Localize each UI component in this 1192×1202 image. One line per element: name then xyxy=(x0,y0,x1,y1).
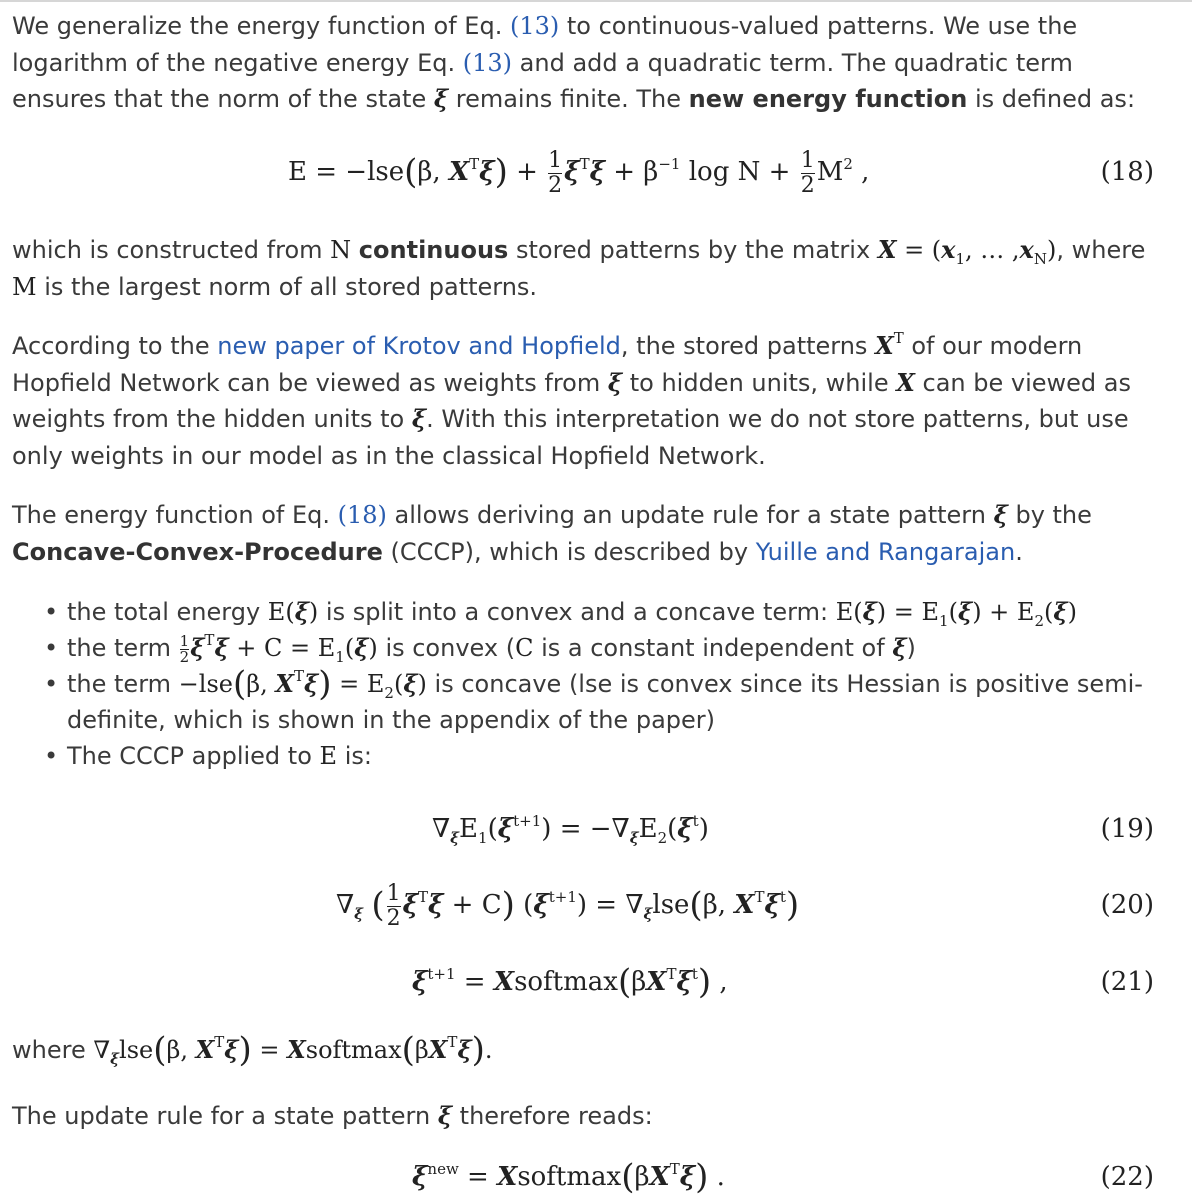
math-xi: ξ xyxy=(892,633,907,662)
text: therefore reads: xyxy=(459,1102,653,1130)
list-item xyxy=(12,594,1162,630)
text: the total energy xyxy=(67,598,261,626)
bold-term: Concave-Convex-Procedure xyxy=(12,537,383,566)
eq-ref-13[interactable]: (13) xyxy=(509,12,560,40)
math-XT: $X^T$ xyxy=(875,329,904,360)
math-concave-term: −lse(β, $X^T\xi) = E_2(\xi)$ xyxy=(178,664,427,704)
equation-number: (21) xyxy=(1100,967,1154,997)
equation-18: E = −lse(β, $X^T\xi$) + $\frac{1}{2}$ $\xi^T\xi + \beta^{-1}$ log N + $\frac{1}{2}$ $M^2$ , (18) xyxy=(288,147,1154,198)
text: . With this interpretation we do not store patterns, but use only weights in our model as in the classical Hopfield Network. xyxy=(12,405,1129,470)
math-M: M xyxy=(12,272,37,301)
text: is defined as: xyxy=(974,85,1136,113)
math-xi: ξ xyxy=(993,500,1008,529)
text: ) xyxy=(906,634,916,662)
equation-number: (19) xyxy=(1100,814,1154,844)
paragraph-matrix xyxy=(12,232,1154,305)
text: which is constructed from xyxy=(12,236,323,264)
eq-ref-13[interactable]: (13) xyxy=(462,48,513,77)
math-xi: ξ xyxy=(437,1101,453,1130)
text: the term xyxy=(67,634,172,662)
text: is convex ( xyxy=(385,634,516,662)
text: of our modern Hopfield Network can be viewed as weights from xyxy=(12,332,1083,397)
equation-22: $\xi^{new}$ = $Xsoftmax(\beta X^T\xi)$ . (22) xyxy=(0,1152,1192,1202)
math-energy: E(ξ) xyxy=(267,597,319,626)
math-convex-term: $\frac{1}{2}$ $\xi^T\xi + C = E_1(\xi)$ xyxy=(179,631,378,666)
equation-21: $\xi^{t+1}$ = $Xsoftmax(\beta X^T\xi^t)$ , (21) xyxy=(0,957,1192,1007)
paragraph-krotov xyxy=(12,328,1154,474)
text: , where xyxy=(1056,236,1146,264)
paragraph-cccp xyxy=(12,497,1154,570)
paragraph-gradient xyxy=(12,1032,1154,1069)
cccp-bullet-list xyxy=(12,594,1162,774)
paragraph-intro xyxy=(12,8,1154,118)
text: can be viewed as weights from the hidden units to xyxy=(12,368,1132,433)
list-item xyxy=(12,630,1162,666)
link-krotov-hopfield[interactable]: new paper of Krotov and Hopfield xyxy=(217,332,621,360)
list-item xyxy=(12,666,1162,738)
bold-term: new energy function xyxy=(688,85,968,113)
math-xi: ξ xyxy=(433,84,449,113)
equation-20: $\nabla_\xi$ ( $\frac{1}{2}$ $\xi^T\xi + C$) $(\xi^{t+1}) = \nabla_\xi lse(\beta$, $X^T\xi^t$) (20) xyxy=(336,880,1154,931)
math-X: X xyxy=(896,367,915,397)
math-split: $E(\xi) = E_1(\xi) + E_2(\xi)$ xyxy=(835,597,1077,630)
equation-number: (18) xyxy=(1100,157,1154,187)
text: to continuous-valued patterns. We use the logarithm of the negative energy Eq. xyxy=(12,12,1078,77)
text: the term xyxy=(67,670,172,698)
text: where xyxy=(12,1036,86,1064)
link-yuille-rangarajan[interactable]: Yuille and Rangarajan xyxy=(755,537,1016,566)
text: We generalize the energy function of Eq. xyxy=(12,12,503,40)
text: stored patterns by the matrix xyxy=(515,236,871,264)
bold-term: continuous xyxy=(358,236,509,264)
text: , the stored patterns xyxy=(620,332,868,360)
math-N: N xyxy=(330,236,352,264)
math-xi: ξ xyxy=(411,404,427,433)
math-C: C xyxy=(515,634,534,662)
text: is: xyxy=(344,742,372,770)
equation-number: (22) xyxy=(1100,1162,1154,1192)
text: The CCCP applied to xyxy=(67,742,312,770)
equation-19: $\nabla_\xi E_1(\xi^{t+1}) = -\nabla_\xi E_2(\xi^t)$ (19) xyxy=(0,804,1192,854)
equation-number: (20) xyxy=(1100,890,1154,920)
text: The update rule for a state pattern xyxy=(12,1102,431,1130)
eq-ref-18[interactable]: (18) xyxy=(337,501,387,529)
text: is split into a convex and a concave term: xyxy=(325,598,829,626)
math-xi: ξ xyxy=(607,367,623,397)
text: and add a quadratic term. The quadratic term ensures that the norm of the state xyxy=(12,48,1073,113)
math-matrix: $X = (x_1$, … $,x_N$) xyxy=(877,235,1057,268)
math-gradient-identity: $\nabla_\xi lse(\beta$, $X^T\xi$) = $Xsoftmax(\beta X^T\xi)$. xyxy=(93,1030,493,1070)
text: to hidden units, while xyxy=(629,368,889,397)
text: (CCCP), which is described by xyxy=(390,537,749,566)
list-item xyxy=(12,738,1162,774)
text: According to the xyxy=(12,332,210,360)
text: is a constant independent of xyxy=(541,634,885,662)
text: is concave (lse is convex since its Hessian is positive semi-definite, which is shown in the appendix of the paper) xyxy=(67,670,1143,734)
text: is the largest norm of all stored patterns. xyxy=(44,272,538,301)
text: . xyxy=(1015,537,1023,566)
math-E: E xyxy=(319,742,338,770)
paragraph-update-rule xyxy=(12,1098,1154,1135)
text: remains finite. The xyxy=(455,85,682,113)
text: allows deriving an update rule for a state pattern xyxy=(394,501,986,529)
text: The energy function of Eq. xyxy=(12,501,330,529)
text: by the xyxy=(1015,501,1092,529)
